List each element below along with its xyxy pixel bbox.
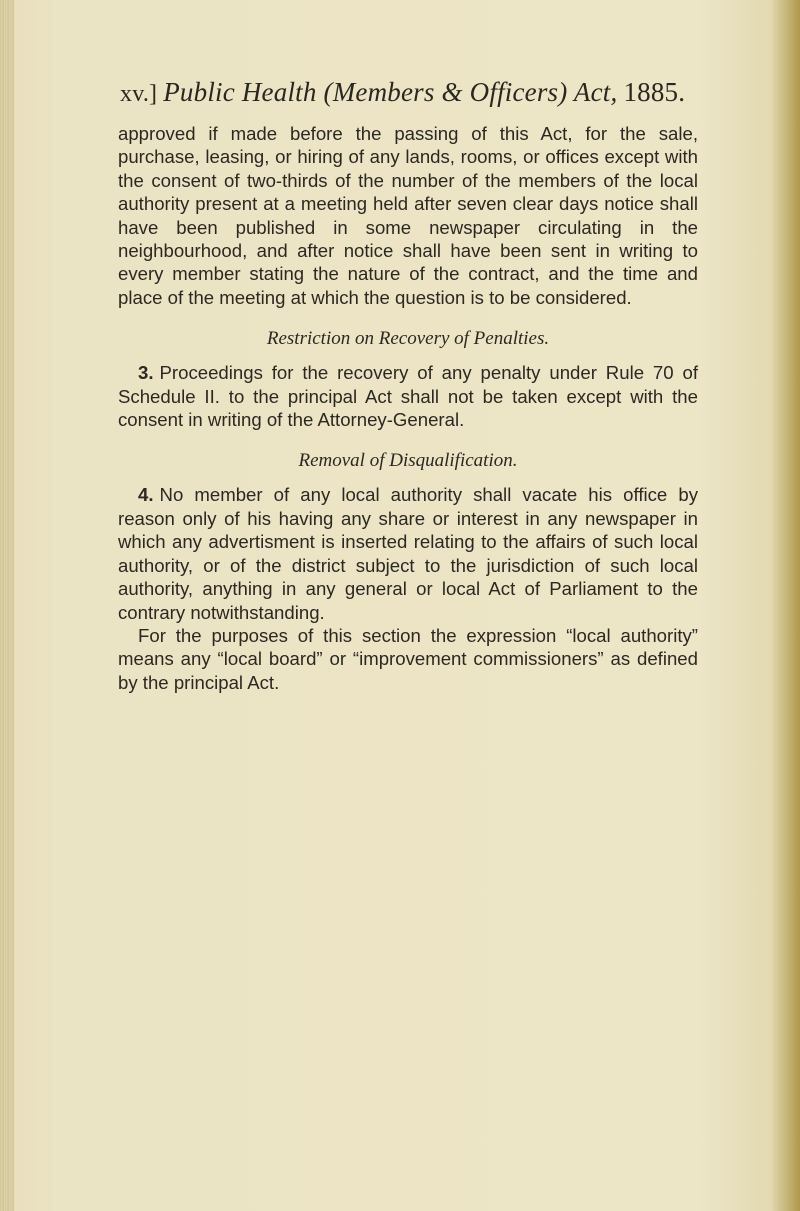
section-3-number: 3. [138,362,154,384]
section-4 [118,483,698,623]
left-page-edge [0,0,14,1211]
section-3-text: Proceedings for the recovery of any penalty under Rule 70 of Schedule II. to the principal Act shall not be taken except with the consent in writing of the Attorney-General. [118,362,698,431]
running-head-line [120,70,720,116]
right-page-edge [772,0,800,1211]
section-4-number: 4. [138,484,154,506]
act-title: Public Health (Members & Officers) Act, [163,77,618,107]
section-3 [118,361,698,431]
section-4-text: No member of any local authority shall vacate his office by reason only of his having any share or interest in any newspaper in which any advertisment is inserted relating to the affairs of such local authority, or of the district subject to the jurisdiction of such local authority, anything in any general or local Act of Parliament to the contrary notwithstanding. [118,484,698,623]
page-body [118,122,698,694]
chapter-number: xv.] [120,81,158,107]
running-header [120,70,720,114]
continued-paragraph: approved if made before the passing of this Act, for the sale, purchase, leasing, or hiring of any lands, rooms, or offices except with the consent of two-thirds of the number of the members of the local authority present at a meeting held after seven clear days notice shall have been published in some newspaper circulating in the neighbourhood, and after notice shall have been sent in writing to every member stating the nature of the contract, and the time and place of the meeting at which the question is to be considered. [118,123,698,308]
section-4-paragraph-2: For the purposes of this section the expression “local authority” means any “local board” or “improvement commissioners” as defined by the principal Act. [118,624,698,693]
act-year: 1885. [623,77,686,107]
section-heading-disqualification: Removal of Disqualification. [298,450,518,472]
section-heading-penalties: Restriction on Recovery of Penalties. [266,328,550,350]
